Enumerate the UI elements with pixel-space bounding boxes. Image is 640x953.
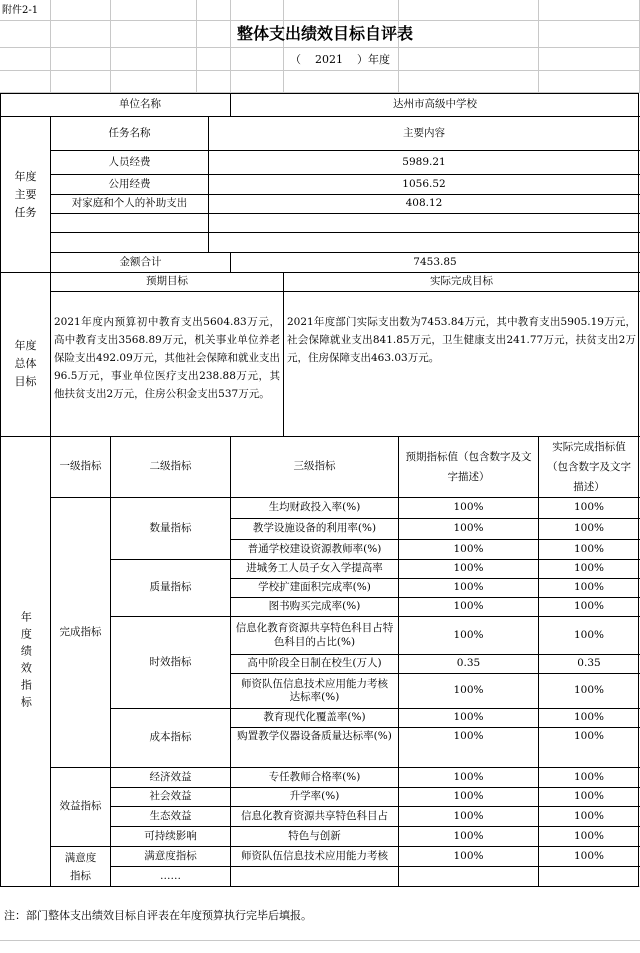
col-level2: 二级指标: [149, 460, 192, 473]
indicator-l3: 学校扩建面积完成率(%): [258, 581, 371, 594]
indicator-expected: 100%: [453, 600, 484, 613]
indicator-l3: 购置教学仪器设备质量达标率(%): [237, 730, 392, 743]
indicator-l3: 信息化教育资源共享特色科目占特色科目的占比(%): [235, 622, 394, 648]
year-open-paren: （: [290, 53, 301, 66]
unit-value: 达州市高级中学校: [393, 98, 477, 111]
indicator-l3: [231, 867, 398, 886]
indicator-expected: 100%: [453, 711, 484, 724]
indicator-actual: 100%: [573, 790, 605, 803]
indicator-expected: 100%: [453, 730, 484, 743]
level2-economic: 经济效益: [149, 770, 192, 783]
indicator-actual: 100%: [573, 522, 605, 535]
indicator-actual: 100%: [573, 849, 605, 862]
indicator-expected: 100%: [453, 790, 484, 803]
indicator-expected: 0.35: [456, 657, 481, 670]
page-title: 整体支出绩效目标自评表: [236, 24, 413, 43]
level2-cost: 成本指标: [149, 731, 192, 744]
indicator-l3: 升学率(%): [289, 790, 340, 803]
col-expected: 预期指标值（包含数字及文字描述）: [405, 451, 532, 483]
indicator-l3: 特色与创新: [288, 829, 341, 842]
year-suffix: ）年度: [357, 53, 390, 66]
footnote: 注：部门整体支出绩效目标自评表在年度预算执行完毕后填报。: [4, 909, 312, 923]
indicator-actual: 100%: [573, 501, 605, 514]
indicator-expected: 100%: [453, 829, 484, 842]
goals-col-expected: 预期目标: [146, 275, 188, 288]
indicator-actual: 100%: [573, 711, 605, 724]
indicator-actual: 100%: [573, 809, 605, 822]
indicator-l3: 普通学校建设资源教师率(%): [247, 542, 382, 555]
indicator-expected: 100%: [453, 628, 484, 641]
level1-benefit: 效益指标: [59, 800, 102, 813]
year-line: [230, 49, 450, 69]
tasks-col-name: 任务名称: [108, 126, 151, 139]
task-value: [209, 233, 639, 252]
indicator-actual: 100%: [573, 829, 605, 842]
attachment-label: 附件2-1: [2, 4, 39, 16]
level2-satisfaction: 满意度指标: [144, 849, 197, 862]
indicator-l3: 生均财政投入率(%): [268, 501, 361, 514]
level2-quantity: 数量指标: [149, 521, 192, 534]
indicator-l3: 进城务工人员子女入学提高率: [246, 562, 383, 575]
level2-quality: 质量指标: [149, 581, 192, 594]
goals-expected-text: 2021年度内预算初中教育支出5604.83万元，高中教育支出3568.89万元，机关事业单位养老保险支出492.09万元，其他社会保障和就业支出96.5万元，事业单位医疗支出238.88万元，其他扶贫支出2万元，住房公积金支出537万元。: [54, 316, 280, 400]
indicator-l3: 信息化教育资源共享特色科目占: [241, 809, 388, 822]
indicator-expected: 100%: [453, 562, 484, 575]
task-value: 408.12: [405, 197, 443, 210]
indicator-actual: 0.35: [577, 657, 601, 670]
indicator-l3: 师资队伍信息技术应用能力考核达标率(%): [241, 677, 388, 703]
total-label: 金额合计: [119, 255, 162, 268]
indicator-actual: 100%: [573, 684, 605, 697]
task-value: 1056.52: [402, 177, 446, 190]
goals-actual-text: 2021年度部门实际支出数为7453.84万元，其中教育支出5905.19万元，社会保障就业支出841.85万元，卫生健康支出241.77万元，扶贫支出2万元，住房保障支出463.03万元。: [287, 316, 636, 364]
level2-sustainable: 可持续影响: [144, 829, 197, 842]
indicator-expected: 100%: [453, 501, 484, 514]
level2-timeliness: 时效指标: [149, 655, 192, 668]
indicator-expected: 100%: [453, 581, 484, 594]
task-name: [51, 214, 208, 232]
total-value: 7453.85: [413, 255, 457, 268]
level2-ecological: 生态效益: [149, 809, 192, 822]
indicator-actual: [539, 867, 639, 886]
indicator-l3: 图书购买完成率(%): [268, 600, 361, 613]
unit-label: 单位名称: [119, 98, 161, 111]
indicator-expected: 100%: [453, 522, 484, 535]
col-level1: 一级指标: [59, 460, 102, 473]
tasks-col-content: 主要内容: [403, 126, 445, 139]
indicator-actual: 100%: [573, 730, 605, 743]
indicator-l3: 高中阶段全日制在校生(万人): [247, 657, 382, 670]
tasks-section-label: 年度主要任务: [14, 169, 37, 219]
indicator-expected: 100%: [453, 542, 484, 555]
level2-social: 社会效益: [149, 790, 192, 803]
level1-satisfaction: 满意度指标: [64, 851, 97, 882]
col-actual: 实际完成指标值（包含数字及文字描述）: [547, 441, 631, 493]
level2-dots: ……: [160, 869, 181, 882]
level1-completion: 完成指标: [59, 625, 102, 638]
goals-col-actual: 实际完成目标: [430, 275, 493, 288]
indicator-l3: 教育现代化覆盖率(%): [263, 711, 366, 724]
indicators-section-label: 年度绩效指标: [19, 610, 33, 713]
task-name: [51, 233, 208, 252]
task-name: 对家庭和个人的补助支出: [71, 197, 188, 210]
indicator-actual: 100%: [573, 542, 605, 555]
indicator-actual: 100%: [573, 600, 605, 613]
indicator-l3: 专任教师合格率(%): [268, 770, 361, 783]
indicator-expected: [399, 867, 538, 886]
indicator-actual: 100%: [573, 770, 605, 783]
indicator-actual: 100%: [573, 562, 605, 575]
task-value: [209, 214, 639, 232]
indicator-actual: 100%: [573, 628, 605, 641]
indicator-actual: 100%: [573, 581, 605, 594]
task-name: 人员经费: [108, 155, 151, 168]
task-name: 公用经费: [108, 177, 151, 190]
indicator-l3: 教学设施设备的利用率(%): [252, 522, 377, 535]
goals-section-label: 年度总体目标: [14, 339, 37, 388]
indicator-expected: 100%: [453, 684, 484, 697]
col-level3: 三级指标: [293, 460, 336, 473]
indicator-expected: 100%: [453, 849, 484, 862]
indicator-expected: 100%: [453, 809, 484, 822]
indicator-expected: 100%: [453, 770, 484, 783]
indicator-l3: 师资队伍信息技术应用能力考核: [241, 849, 388, 862]
task-value: 5989.21: [402, 155, 446, 168]
year-value: 2021: [315, 52, 343, 66]
